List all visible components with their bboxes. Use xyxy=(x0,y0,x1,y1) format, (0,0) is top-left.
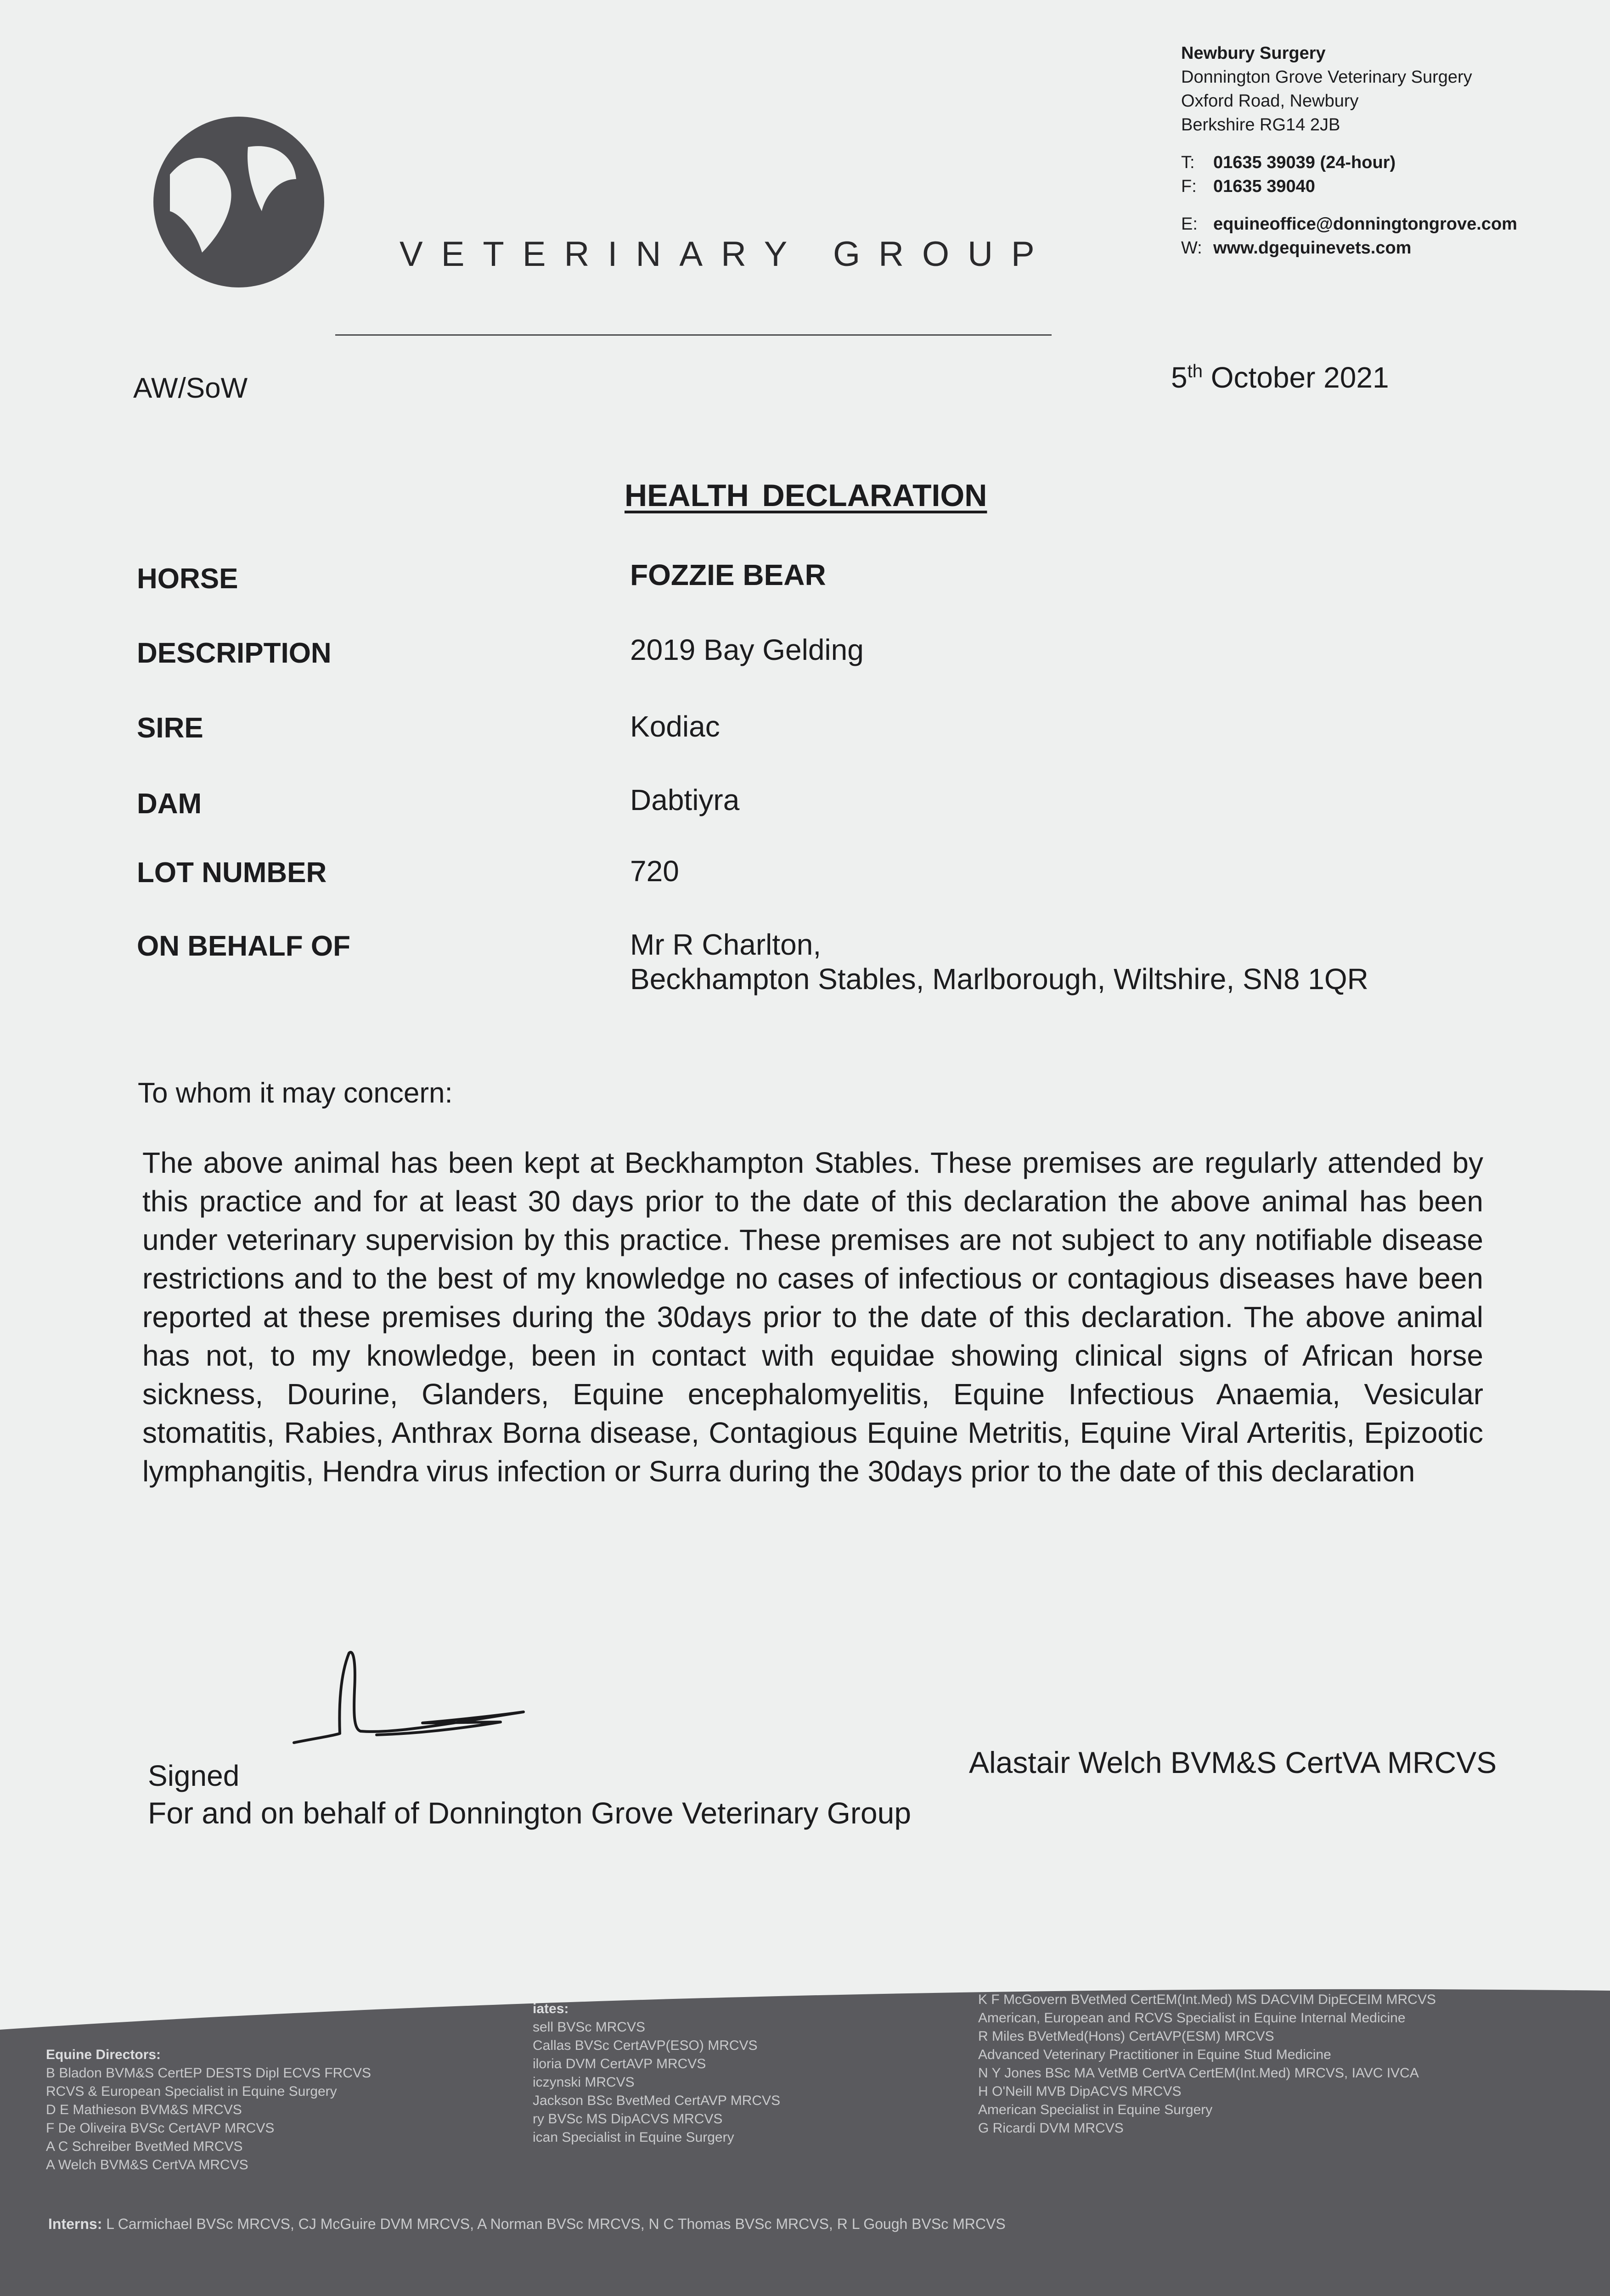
associates-column xyxy=(533,2000,780,2147)
reference: AW/SoW xyxy=(133,372,248,404)
associate-line: Jackson BSc BvetMed CertAVP MRCVS xyxy=(533,2093,781,2108)
date-rest: October 2021 xyxy=(1202,361,1389,394)
letter-date xyxy=(1171,360,1389,394)
directors-column xyxy=(46,2046,371,2174)
specialist-line: R Miles BVetMed(Hons) CertAVP(ESM) MRCVS xyxy=(978,2029,1274,2044)
associate-line: iczynski MRCVS xyxy=(533,2075,635,2090)
associate-line: ry BVSc MS DipACVS MRCVS xyxy=(533,2111,723,2127)
director-line: RCVS & European Specialist in Equine Surgery xyxy=(46,2084,337,2099)
interns-line xyxy=(48,2216,1006,2233)
specialist-line: Advanced Veterinary Practitioner in Equine Stud Medicine xyxy=(978,2047,1331,2062)
director-line: D E Mathieson BVM&S MRCVS xyxy=(46,2102,242,2117)
director-line: B Bladon BVM&S CertEP DESTS Dipl ECVS FRCVS xyxy=(46,2065,372,2081)
field-value-dam: Dabtiyra xyxy=(630,783,740,816)
field-label-horse: HORSE xyxy=(137,563,238,595)
address-line: Oxford Road, Newbury xyxy=(1181,91,1359,111)
specialist-line: K F McGovern BVetMed CertEM(Int.Med) MS DACVIM DipECEIM MRCVS xyxy=(978,1992,1436,2007)
specialist-line: N Y Jones BSc MA VetMB CertVA CertEM(Int.Med) MRCVS, IAVC IVCA xyxy=(978,2065,1419,2081)
associate-line: Callas BVSc CertAVP(ESO) MRCVS xyxy=(533,2038,758,2053)
contact-block xyxy=(1181,41,1594,260)
director-line: A Welch BVM&S CertVA MRCVS xyxy=(46,2157,248,2172)
interns-label: Interns: xyxy=(48,2216,102,2232)
signed-label: Signed xyxy=(148,1759,240,1792)
web-label: W: xyxy=(1181,238,1202,258)
associate-line: ican Specialist in Equine Surgery xyxy=(533,2130,734,2145)
associate-line: sell BVSc MRCVS xyxy=(533,2020,646,2035)
field-value-owner-address: Beckhampton Stables, Marlborough, Wiltshire, SN8 1QR xyxy=(630,962,1368,996)
veterinary-group-logo xyxy=(152,115,326,289)
on-behalf-line: For and on behalf of Donnington Grove Veterinary Group xyxy=(148,1796,912,1830)
field-label-dam: DAM xyxy=(137,788,202,820)
specialist-line: American Specialist in Equine Surgery xyxy=(978,2102,1213,2117)
directors-heading: Equine Directors: xyxy=(46,2047,161,2062)
surgery-name: Newbury Surgery xyxy=(1181,44,1326,63)
specialist-line: American, European and RCVS Specialist in Equine Internal Medicine xyxy=(978,2010,1406,2026)
document-title: HEALTH DECLARATION xyxy=(625,478,987,513)
field-label-description: DESCRIPTION xyxy=(137,637,332,669)
salutation: To whom it may concern: xyxy=(138,1077,453,1109)
phone-label: T: xyxy=(1181,153,1195,172)
signatory-name: Alastair Welch BVM&S CertVA MRCVS xyxy=(969,1745,1497,1779)
address-line: Donnington Grove Veterinary Surgery xyxy=(1181,68,1472,87)
associates-heading: iates: xyxy=(533,2001,569,2016)
field-label-lot-number: LOT NUMBER xyxy=(137,857,327,889)
date-day: 5 xyxy=(1171,361,1188,394)
fax-number: 01635 39040 xyxy=(1213,177,1315,196)
fax-label: F: xyxy=(1181,177,1197,196)
specialists-column xyxy=(978,1991,1436,2138)
field-value-lot-number: 720 xyxy=(630,855,679,888)
group-name: VETERINARY GROUP xyxy=(400,235,1053,274)
address-line: Berkshire RG14 2JB xyxy=(1181,115,1340,135)
field-value-description: 2019 Bay Gelding xyxy=(630,633,864,666)
date-suffix: th xyxy=(1187,361,1203,382)
email-address: equineoffice@donningtongrove.com xyxy=(1213,214,1517,234)
header-divider xyxy=(335,334,1052,336)
director-line: F De Oliveira BVSc CertAVP MRCVS xyxy=(46,2121,275,2136)
handwritten-signature xyxy=(285,1635,542,1773)
field-label-sire: SIRE xyxy=(137,712,203,744)
website: www.dgequinevets.com xyxy=(1213,238,1412,258)
field-value-sire: Kodiac xyxy=(630,710,720,743)
specialist-line: G Ricardi DVM MRCVS xyxy=(978,2121,1124,2136)
interns-list: L Carmichael BVSc MRCVS, CJ McGuire DVM MRCVS, A Norman BVSc MRCVS, N C Thomas BVSc MRCVS, R L Gough BVSc MRCVS xyxy=(102,2216,1006,2232)
field-value-owner: Mr R Charlton, xyxy=(630,928,822,961)
specialist-line: H O'Neill MVB DipACVS MRCVS xyxy=(978,2084,1182,2099)
field-label-on-behalf-of: ON BEHALF OF xyxy=(137,930,350,962)
director-line: A C Schreiber BvetMed MRCVS xyxy=(46,2139,243,2154)
declaration-body: The above animal has been kept at Beckhampton Stables. These premises are regularly attended by this practice and for at least 30 days prior to the date of this declaration the above animal has been under veterinary supervision by this practice. These premises are not subject to any notifiable disease restrictions and to the best of my knowledge no cases of infectious or contagious diseases have been reported at these premises during the 30days prior to the date of this declaration. The above animal has not, to my knowledge, been in contact with equidae showing clinical signs of African horse sickness, Dourine, Glanders, Equine encephalomyelitis, Equine Infectious Anaemia, Vesicular stomatitis, Rabies, Anthrax Borna disease, Contagious Equine Metritis, Equine Viral Arteritis, Epizootic lymphangitis, Hendra virus infection or Surra during the 30days prior to the date of this declaration xyxy=(142,1146,1483,1488)
email-label: E: xyxy=(1181,214,1198,234)
field-value-horse: FOZZIE BEAR xyxy=(630,558,826,591)
phone-number: 01635 39039 (24-hour) xyxy=(1213,153,1396,172)
associate-line: iloria DVM CertAVP MRCVS xyxy=(533,2056,706,2071)
